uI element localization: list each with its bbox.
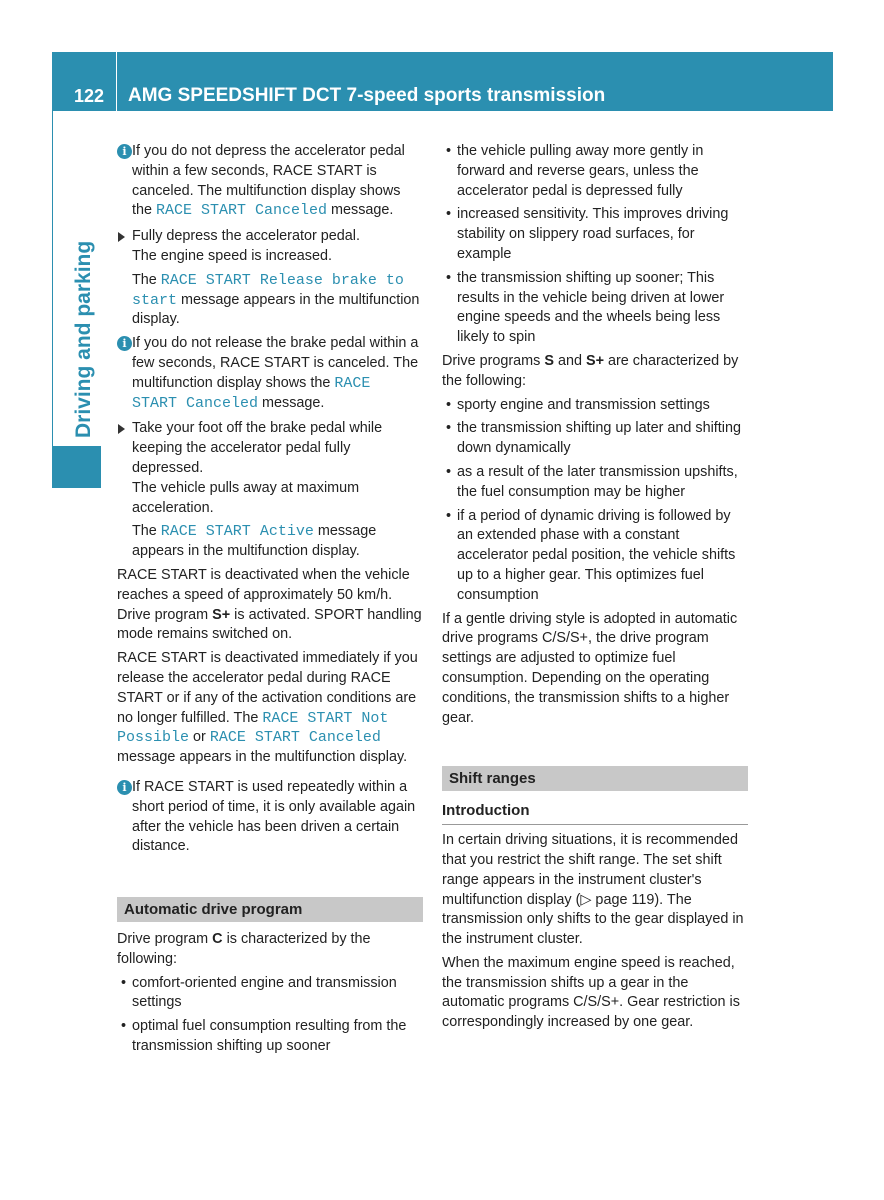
instruction-step <box>117 227 423 330</box>
left-column <box>117 142 423 1061</box>
note-text: If RACE START is used repeatedly within a short period of time, it is only available again after the vehicle has been driven a certain distance. <box>132 778 416 855</box>
step-arrow-icon <box>118 424 125 434</box>
step-result: The RACE START Release brake to start message appears in the multifunction display. <box>132 271 420 328</box>
right-column <box>442 142 748 1037</box>
display-message: RACE START Canceled <box>156 202 328 220</box>
paragraph: When the maximum engine speed is reached, the transmission shifts up a gear in the automatic programs C/S/S+. Gear restriction is correspondingly increased by one gear. <box>442 954 740 1031</box>
instruction-step <box>117 419 423 562</box>
note-text: message. <box>258 394 325 411</box>
subsection-heading: Introduction <box>442 801 748 825</box>
list-item: • comfort-oriented engine and transmission settings <box>121 974 397 1011</box>
header-divider <box>116 52 117 111</box>
list-item: • optimal fuel consumption resulting from the transmission shifting up sooner <box>121 1018 407 1055</box>
paragraph: RACE START is deactivated immediately if you release the accelerator pedal during RACE START or if any of the activation conditions are no longer fulfilled. The RACE START Not Possible or RACE START Canceled message appears in the multifunction display. <box>117 650 418 766</box>
section-heading: Shift ranges <box>442 766 748 791</box>
list-item: • increased sensitivity. This improves driving stability on slippery road surfaces, for example <box>446 206 729 262</box>
list-item: • as a result of the later transmission upshifts, the fuel consumption may be higher <box>446 463 738 500</box>
bullet-list <box>442 396 748 606</box>
side-tab-marker <box>52 446 101 488</box>
display-message: RACE START Canceled <box>209 729 381 747</box>
bullet-list <box>442 142 748 348</box>
list-item: • the vehicle pulling away more gently in forward and reverse gears, unless the accelerator pedal is depressed fully <box>446 143 704 199</box>
page-number: 122 <box>74 86 105 106</box>
bullet-list <box>117 974 423 1057</box>
paragraph: If a gentle driving style is adopted in automatic drive programs C/S/S+, the drive program settings are adjusted to optimize fuel consumption. Depending on the operating conditions, the transmission shifts to a higher gear. <box>442 610 738 726</box>
paragraph: RACE START is deactivated when the vehicle reaches a speed of approximately 50 km/h. Drive program S+ is activated. SPORT handling mode remains switched on. <box>117 566 422 643</box>
side-tab-line <box>52 111 53 446</box>
paragraph: In certain driving situations, it is recommended that you restrict the shift range. The set shift range appears in the instrument cluster's multifunction display (▷ page 119). The transmission only shifts to the gear displayed in the instrument cluster. <box>442 832 744 948</box>
note-text: If you do not depress the accelerator pedal within a few seconds, RACE START is canceled. The multifunction display shows the <box>132 143 405 219</box>
note-text: If you do not release the brake pedal within a few seconds, RACE START is canceled. The multifunction display shows the <box>132 335 419 391</box>
info-icon: i <box>117 144 132 159</box>
page-header <box>52 52 833 111</box>
step-text: Take your foot off the brake pedal while keeping the accelerator pedal fully depressed. The vehicle pulls away at maximum acceleration. <box>132 420 383 516</box>
step-arrow-icon <box>118 232 125 242</box>
step-text: Fully depress the accelerator pedal. The engine speed is increased. <box>132 228 360 264</box>
list-item: • the transmission shifting up later and shifting down dynamically <box>446 420 741 457</box>
list-item: • if a period of dynamic driving is followed by an extended phase with a constant accelerator pedal position, the vehicle shifts up to a higher gear. This optimizes fuel consumption <box>446 507 736 603</box>
display-message: RACE START Canceled <box>132 374 371 412</box>
list-item: • sporty engine and transmission settings <box>446 396 710 413</box>
list-item: • the transmission shifting up sooner; This results in the vehicle being driven at lower engine speeds and the wheels being less likely to spin <box>446 269 725 346</box>
paragraph: Drive programs S and S+ are characterized by the following: <box>442 352 739 389</box>
display-message: RACE START Not Possible <box>117 709 389 747</box>
info-note <box>117 142 423 221</box>
display-message: RACE START Release brake to start <box>132 271 404 309</box>
info-icon: i <box>117 780 132 795</box>
info-icon: i <box>117 336 132 351</box>
side-tab-label: Driving and parking <box>72 240 95 438</box>
display-message: RACE START Active <box>160 523 314 541</box>
step-result: The RACE START Active message appears in the multifunction display. <box>132 523 377 560</box>
section-heading: Automatic drive program <box>117 897 423 922</box>
info-note <box>117 778 423 857</box>
paragraph: Drive program C is characterized by the following: <box>117 931 371 967</box>
info-note <box>117 334 423 413</box>
note-text: message. <box>327 202 394 219</box>
page-title: AMG SPEEDSHIFT DCT 7-speed sports transmission <box>128 85 606 106</box>
